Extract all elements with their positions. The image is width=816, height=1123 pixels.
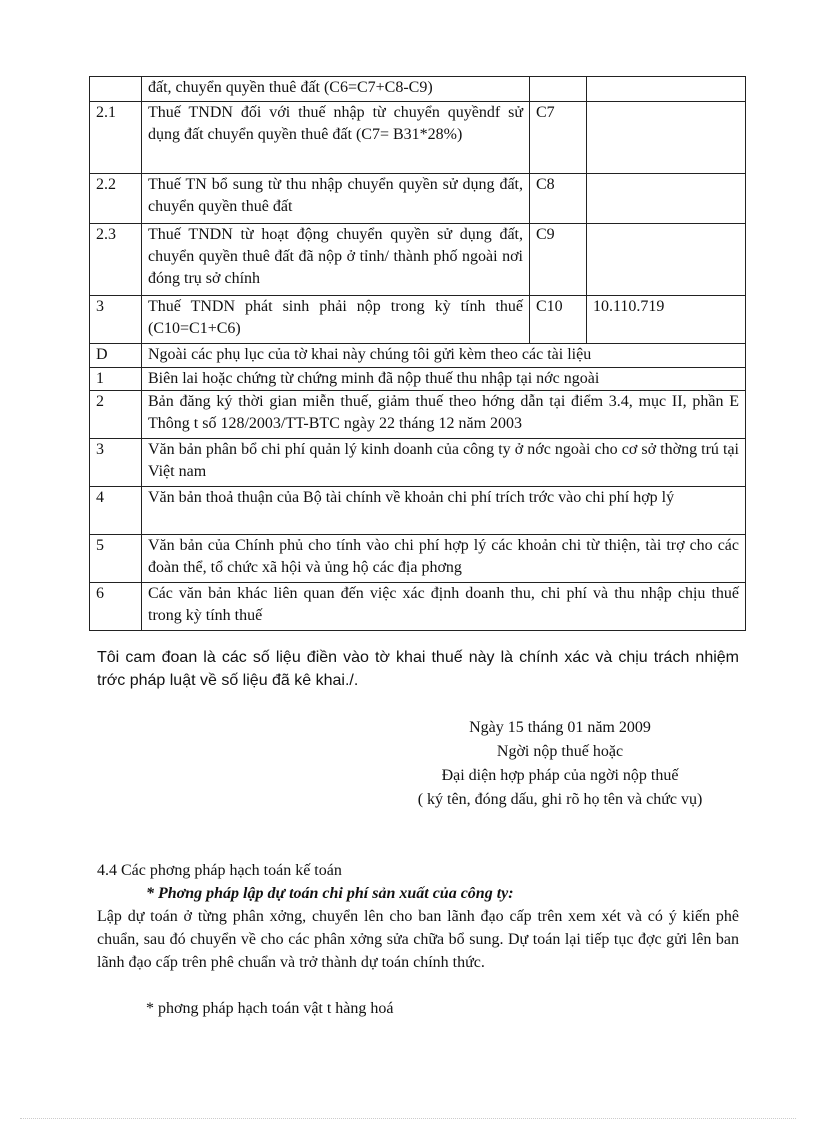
row-number: 1 bbox=[90, 368, 142, 391]
declaration-text: Tôi cam đoan là các số liệu điền vào tờ khai thuế này là chính xác và chịu trách nhiệm trớc pháp luật về số liệu đã kê khai./. bbox=[97, 649, 739, 689]
table-row bbox=[90, 102, 746, 174]
row-content: Văn bản của Chính phủ cho tính vào chi phí hợp lý các khoản chi từ thiện, tài trợ cho các đoàn thể, tổ chức xã hội và ủng hộ các địa phơng bbox=[142, 535, 746, 583]
section-subheading: * Phơng pháp lập dự toán chi phí sản xuất của công ty: bbox=[146, 885, 514, 902]
row-value: 10.110.719 bbox=[587, 296, 746, 344]
table-row bbox=[90, 296, 746, 344]
row-content: Các văn bản khác liên quan đến việc xác định doanh thu, chi phí và thu nhập chịu thuế trong kỳ tính thuế bbox=[142, 583, 746, 631]
row-number: 3 bbox=[90, 439, 142, 487]
table-row bbox=[90, 77, 746, 102]
row-number: 2.3 bbox=[90, 224, 142, 296]
row-code: C10 bbox=[530, 296, 587, 344]
row-number: 4 bbox=[90, 487, 142, 535]
attachment-row bbox=[90, 487, 746, 535]
row-content: Biên lai hoặc chứng từ chứng minh đã nộp thuế thu nhập tại nớc ngoài bbox=[142, 368, 746, 391]
row-content: Thuế TNDN từ hoạt động chuyển quyền sử dụng đất, chuyển quyền thuê đất đã nộp ở tỉnh/ thành phố ngoài nơi đóng trụ sở chính bbox=[142, 224, 530, 296]
row-value bbox=[587, 224, 746, 296]
signature-representative: Đại diện hợp pháp của ngời nộp thuế bbox=[441, 767, 679, 784]
signature-payer: Ngời nộp thuế hoặc bbox=[496, 743, 624, 760]
row-code: C7 bbox=[530, 102, 587, 174]
row-code: C9 bbox=[530, 224, 587, 296]
row-number: 6 bbox=[90, 583, 142, 631]
row-content: Thuế TN bổ sung từ thu nhập chuyển quyền sử dụng đất, chuyển quyền thuê đất bbox=[142, 174, 530, 224]
attachment-row bbox=[90, 439, 746, 487]
section-paragraph: Lập dự toán ở từng phân xởng, chuyển lên cho ban lãnh đạo cấp trên xem xét và có ý kiến phê chuẩn, sau đó chuyển về cho các phân xởng sửa chữa bổ sung. Dự toán lại tiếp tục đợc gửi lên ban lãnh đạo cấp trên phê chuẩn và trở thành dự toán chính thức. bbox=[97, 908, 739, 971]
page-bottom-divider bbox=[20, 1118, 796, 1119]
row-content: Văn bản phân bổ chi phí quản lý kinh doanh của công ty ở nớc ngoài cho cơ sở thờng trú tại Việt nam bbox=[142, 439, 746, 487]
section-heading: 4.4 Các phơng pháp hạch toán kế toán bbox=[97, 862, 342, 879]
row-number: 2 bbox=[90, 391, 142, 439]
table-row bbox=[90, 174, 746, 224]
table-row bbox=[90, 224, 746, 296]
row-number bbox=[90, 77, 142, 102]
row-content: Thuế TNDN đối với thuế nhập từ chuyển quyềndf sử dụng đất chuyển quyền thuê đất (C7= B31*28%) bbox=[142, 102, 530, 174]
row-value bbox=[587, 174, 746, 224]
row-number: D bbox=[90, 344, 142, 368]
attachment-row bbox=[90, 583, 746, 631]
row-number: 5 bbox=[90, 535, 142, 583]
row-content: Thuế TNDN phát sinh phải nộp trong kỳ tính thuế (C10=C1+C6) bbox=[142, 296, 530, 344]
attachment-row bbox=[90, 391, 746, 439]
tax-declaration-table bbox=[89, 76, 746, 631]
section-d-row bbox=[90, 344, 746, 368]
row-number: 2.2 bbox=[90, 174, 142, 224]
row-content: Bản đăng ký thời gian miễn thuế, giảm thuế theo hớng dẫn tại điểm 3.4, mục II, phần E Thông t số 128/2003/TT-BTC ngày 22 tháng 12 năm 2003 bbox=[142, 391, 746, 439]
attachment-row bbox=[90, 535, 746, 583]
row-code: C8 bbox=[530, 174, 587, 224]
row-code bbox=[530, 77, 587, 102]
row-content: đất, chuyển quyền thuê đất (C6=C7+C8-C9) bbox=[142, 77, 530, 102]
signature-instruction: ( ký tên, đóng dấu, ghi rõ họ tên và chức vụ) bbox=[417, 791, 703, 808]
row-value bbox=[587, 77, 746, 102]
signature-date: Ngày 15 tháng 01 năm 2009 bbox=[469, 719, 651, 736]
row-value bbox=[587, 102, 746, 174]
row-content: Ngoài các phụ lục của tờ khai này chúng tôi gửi kèm theo các tài liệu bbox=[142, 344, 746, 368]
section-subheading-2: * phơng pháp hạch toán vật t hàng hoá bbox=[146, 1000, 394, 1017]
attachment-row bbox=[90, 368, 746, 391]
row-content: Văn bản thoả thuận của Bộ tài chính về khoản chi phí trích trớc vào chi phí hợp lý bbox=[142, 487, 746, 535]
row-number: 3 bbox=[90, 296, 142, 344]
row-number: 2.1 bbox=[90, 102, 142, 174]
